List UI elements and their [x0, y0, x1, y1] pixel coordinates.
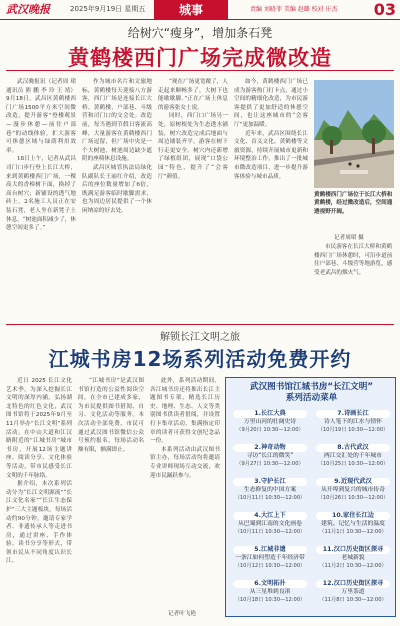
activity-title: 12.汉口历史街区探寻	[316, 580, 390, 588]
activity-item	[312, 410, 394, 440]
activity-date: （10月12日 10:30—12:00）	[234, 563, 306, 569]
story1-subhead: 给树穴“瘦身”，增加条石凳	[127, 26, 273, 40]
activity-subtitle: 从开埠到复兴的城市传奇	[321, 487, 385, 493]
story2-column-1	[6, 377, 72, 617]
story2-paragraph: 此外，系列活动期间，各江城书房还将推出长江主题图书专架，精选长江历史、地理、生态、人文等类别图书供读者借阅，并设置打卡集章活动，集满指定印章的读者可获得文创纪念品一份。	[150, 378, 220, 445]
story1-paragraph: 18日上午，记者从武昌司门口步行登上长江大桥，来到黄鹤楼西门广场，一棵高大的香樟树下面，换掉了高台树穴；新铺设的透气地砖上，2名施工人员正在安装石凳，老人坐在新凳子上休息。“树池面积减少了，休憩空间更多了。”	[6, 156, 76, 232]
activity-title: 11.汉口历史街区探寻	[316, 546, 390, 554]
activity-subtitle: 从巴蜀到江南的文化画卷	[238, 521, 302, 527]
activity-item	[312, 444, 394, 474]
story1-paragraph: 武汉晚报讯（记者周 珺 通讯员 熊 鹏 李 玲 王 靖）9月18日，武昌区黄鹤楼西门广场1500平方米空间微改造，提升游客“登楼观景—漫步休憩—前往户部巷”的动线体验，扩大游客可休憩区域与绿荫利用效率。	[6, 79, 76, 154]
activity-title: 5.江城非遗	[233, 546, 307, 554]
activity-menu-title-line: 武汉图书馆江城书房“长江文明”	[249, 382, 373, 392]
story1-paragraph: 同时，西门口广场另一处，原树根处为生态透水铺装，树穴改造完成后地面与周边铺装齐平，游客在树下行走更安全。树穴内还新增了绿植组团，展现“口袋公园”特色，提升了“会客厅”颜值。	[158, 113, 228, 180]
activity-title: 8.古代武汉	[316, 444, 390, 452]
story1-column-2	[82, 78, 152, 322]
issue-date: 2025年9月19日 星期五	[70, 5, 146, 13]
activity-subtitle: 万里山河的壮阔史诗	[243, 419, 297, 425]
activity-date: （10月26日 10:30—12:00）	[317, 495, 389, 501]
story1-column-4	[234, 78, 308, 322]
activity-title: 6.文明拓扑	[233, 580, 307, 588]
photo-caption: 黄鹤楼西门广场位于长江大桥和黄鹤楼，经过微改造后，空间通透视野开阔。	[314, 192, 393, 215]
activity-subtitle: 两江交汇处的千年城市	[324, 453, 382, 459]
activity-menu-title	[226, 382, 397, 404]
activity-item	[229, 410, 311, 440]
activity-subtitle: 建筑、记忆与生活的温度	[321, 521, 385, 527]
editors-line: 责编 刘晓菲 美编 赵璐 校对 庄杰	[250, 6, 338, 13]
square-photo	[314, 80, 394, 188]
newspaper-logo: 武汉晚报	[6, 3, 50, 16]
story2-paragraph: 近日 2025 长江文化艺术季，为深入挖掘长江文明的深厚内涵，弘扬湖北特色的红色文化，武汉图书馆将于2025年9月至11月举办“长江文明”系列活动。在中山大道和江汉路附近的“江城书房”城市书房，开展12场主题讲座、阅读分享、文化体验等活动，带市民感受长江文明的千年脉络。	[6, 378, 72, 479]
story2-kicker: 解锁长江文明之旅	[160, 332, 240, 343]
activity-date: （9月20日 10:30—12:00）	[236, 427, 304, 433]
activity-date: （11月2日 10:30—12:00）	[319, 563, 387, 569]
activity-menu-box	[225, 377, 396, 617]
activity-date: （11月1日 10:30—12:00）	[319, 529, 387, 535]
story2-column-2	[78, 377, 144, 617]
story1-paragraph: 近年来，武昌区围绕长江文化、首义文化、黄鹤楼等文旅资源，持续开展城市更新和环境整治工作，推出了一批城市微改造项目，进一步提升游客体验与城市品质。	[234, 130, 308, 180]
page-number: 03	[373, 0, 396, 19]
activity-item	[229, 580, 311, 610]
activity-date: （11月8日 10:30—12:00）	[319, 597, 387, 603]
story2-paragraph: 本系列活动由武汉图书馆主办，每场活动均将邀请专业讲师现场互动交流，欢迎市民踊跃参与。	[150, 446, 220, 479]
activity-date: （10月11日 10:30—12:00）	[234, 529, 306, 535]
section-title: 城事	[154, 0, 228, 20]
story1-paragraph: 如今，黄鹤楼西门广场已成为游客热门打卡点，通过小空间的精细化改造，为市民游客提供了更加舒适的休憩空间，也让这座城市的“会客厅”更加温暖。	[234, 79, 308, 128]
plaza-photo-illustration	[314, 80, 394, 188]
activity-date: （10月11日 10:30—12:00）	[234, 495, 306, 501]
story2-paragraph: “江城书房”是武汉图书馆打造的公益性阅读空间，在全市已建成多家，为市民提供图书借阅、自习、文化活动等服务。本次活动全部免费，市民可通过武汉图书馆微信公众号预约报名，每场活动名额有限，额满即止。	[78, 378, 144, 453]
activity-subtitle: 寻访“长江的微笑”	[246, 453, 294, 459]
story2-column-3	[150, 377, 220, 605]
activity-date: （10月18日 10:30—12:00）	[234, 597, 306, 603]
story2-credit: 记者叶飞艳	[168, 611, 196, 617]
activity-item	[312, 546, 394, 576]
activity-date: （9月27日 10:30—12:00）	[236, 461, 304, 467]
activity-title: 9.近现代武汉	[316, 478, 390, 486]
activity-item	[229, 546, 311, 576]
story2-headline: 江城书房12场系列活动免费开约	[48, 347, 352, 371]
story1-tip: 市民游客在长江大桥和黄鹤楼西门广场休憩时，可沿步道前往户部巷、斗级营等地游览，感受老武昌的烟火气。	[314, 244, 393, 276]
story1-paragraph: 作为城市名片和文旅地标，黄鹤楼每天迎接八方游客，西门广场是连接长江大桥、黄鹤楼、户部巷、斗级营和司门口的交会处。改造前，每当遇到节假日客流高峰，大量游客在黄鹤楼西门广场逗留，但广场中央是一个大树池，树池周边缺少遮阴的座椅休息设施。	[82, 79, 152, 163]
story1-column-3	[158, 78, 228, 322]
activity-subtitle: 从三星堆到良渚	[249, 589, 291, 595]
activity-subtitle: 万里茶道	[341, 589, 365, 595]
story1-headline: 黄鹤楼西门广场完成微改造	[68, 46, 332, 70]
masthead	[0, 0, 400, 20]
activity-title: 10.家住长江边	[316, 512, 390, 520]
activity-title: 4.大江上下	[233, 512, 307, 520]
activity-item	[229, 512, 311, 542]
activity-item	[312, 478, 394, 508]
photo-credit: 记者周珺 摄	[334, 235, 364, 241]
story1-paragraph: 武昌区城管执法局绿化队副队长王丽红介绍，改造后的座位数量增加了6倍，既满足游客临时歇脚需求，也为周边居民提供了一个休闲纳凉的好去处。	[82, 164, 152, 214]
activity-item	[229, 444, 311, 474]
activity-subtitle: 诗人笔下的江水与情怀	[324, 419, 382, 425]
activity-date: （10月25日 10:30—12:00）	[317, 461, 389, 467]
activity-item	[229, 478, 311, 508]
story1-column-1	[6, 78, 76, 322]
activity-date: （10月19日 10:30—12:00）	[317, 427, 389, 433]
activity-item	[312, 580, 394, 610]
activity-menu-title-line: 系列活动菜单	[285, 393, 338, 403]
story1-paragraph: “现在广场更宽敞了，人走起来顺畅多了，大树下也能歇歇脚。”正在广场上休息的游客张女士说。	[158, 79, 228, 111]
activity-title: 1.长江大典	[233, 410, 307, 418]
divider	[6, 70, 394, 71]
activity-subtitle: 一条江如何塑造千年经济带	[235, 555, 305, 561]
activity-title: 7.诗画长江	[316, 410, 390, 418]
story2-paragraph: 据介绍，本次系列活动分为“长江文明源流”“长江文化名家”“长江生态保护”三大主题板块，每场活动约90分钟，邀请专家学者、非遗传承人等走进书房，通过讲座、手作体验、读书分享等形式，带领市民从不同角度认识长江。	[6, 481, 72, 565]
activity-subtitle: 生态修复的中国方案	[243, 487, 297, 493]
activity-subtitle: 老城新貌	[341, 555, 365, 561]
activity-title: 3.守护长江	[233, 478, 307, 486]
activity-item	[312, 512, 394, 542]
divider	[6, 324, 394, 325]
activity-title: 2.神奇动物	[233, 444, 307, 452]
